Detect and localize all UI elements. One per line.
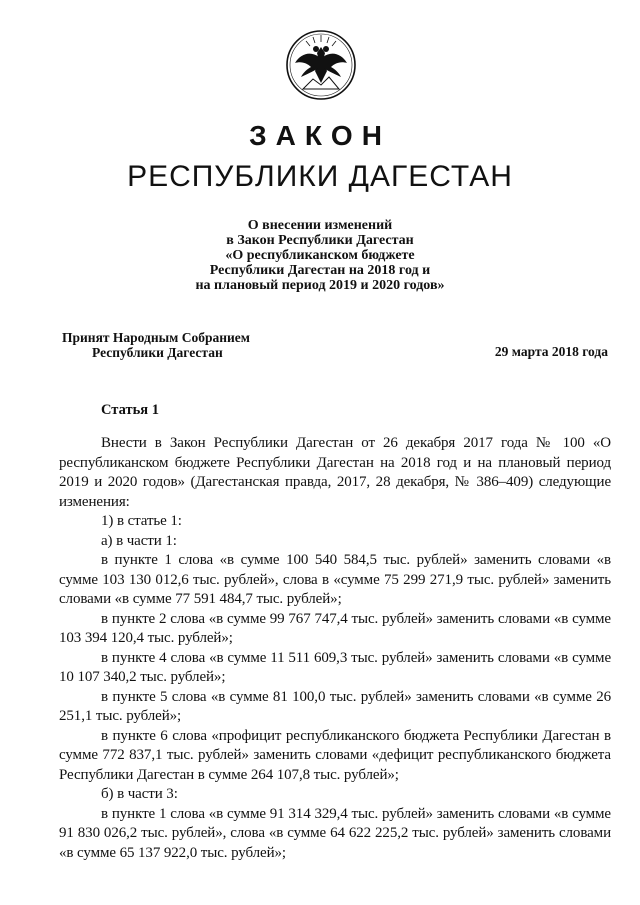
article-body bbox=[59, 434, 611, 863]
paragraph: в пункте 2 слова «в сумме 99 767 747,4 тыс. рублей» заменить словами «в сумме 103 394 120,4 тыс. рублей»; bbox=[59, 610, 611, 646]
subject-line: на плановый период 2019 и 2020 годов» bbox=[195, 278, 445, 293]
coat-of-arms-icon bbox=[283, 27, 359, 103]
paragraph: б) в части 3: bbox=[101, 786, 178, 802]
subject-line: О внесении изменений bbox=[247, 218, 393, 233]
adoption-date: 29 марта 2018 года bbox=[494, 344, 608, 359]
law-title: ЗАКОН bbox=[249, 120, 391, 151]
law-subject bbox=[0, 218, 640, 293]
article-heading: Статья 1 bbox=[101, 402, 159, 418]
republic-title: РЕСПУБЛИКИ ДАГЕСТАН bbox=[127, 160, 513, 193]
paragraph: а) в части 1: bbox=[101, 532, 177, 549]
adopted-by-line: Республики Дагестан bbox=[92, 345, 223, 360]
paragraph: Внести в Закон Республики Дагестан от 26 декабря 2017 года № 100 «О республиканском бюджете Республики Дагестан на 2018 год и на плановый период 2019 и 2020 годов» (Дагестанская правда, 2017, 28 декабря, № 386–409) следующие изменения: bbox=[59, 435, 611, 510]
subject-line: в Закон Республики Дагестан bbox=[226, 233, 414, 248]
paragraph: 1) в статье 1: bbox=[101, 513, 182, 529]
paragraph: в пункте 6 слова «профицит республиканского бюджета Республики Дагестан в сумме 772 837,1 тыс. рублей» заменить словами «дефицит республиканского бюджета Республики Дагестан в сумме 264 107,8 тыс. рублей»; bbox=[59, 727, 611, 783]
paragraph: в пункте 1 слова «в сумме 100 540 584,5 тыс. рублей» заменить словами «в сумме 103 130 012,6 тыс. рублей», слова в «сумме 75 299 271,9 тыс. рублей» заменить словами «в сумме 77 591 484,7 тыс. рублей»; bbox=[59, 552, 611, 607]
paragraph: в пункте 1 слова «в сумме 91 314 329,4 тыс. рублей» заменить словами «в сумме 91 830 026,2 тыс. рублей», слова «в сумме 64 622 225,2 тыс. рублей» заменить словами «в сумме 65 137 922,0 тыс. рублей»; bbox=[59, 805, 611, 861]
paragraph: в пункте 5 слова «в сумме 81 100,0 тыс. рублей» заменить словами «в сумме 26 251,1 тыс. рублей»; bbox=[59, 688, 611, 724]
subject-line: «О республиканском бюджете bbox=[225, 248, 415, 263]
adopted-by-line: Принят Народным Собранием bbox=[62, 330, 250, 345]
paragraph: в пункте 4 слова «в сумме 11 511 609,3 тыс. рублей» заменить словами «в сумме 10 107 340,2 тыс. рублей»; bbox=[59, 649, 611, 685]
subject-line: Республики Дагестан на 2018 год и bbox=[209, 263, 431, 278]
adoption-block bbox=[62, 330, 250, 360]
